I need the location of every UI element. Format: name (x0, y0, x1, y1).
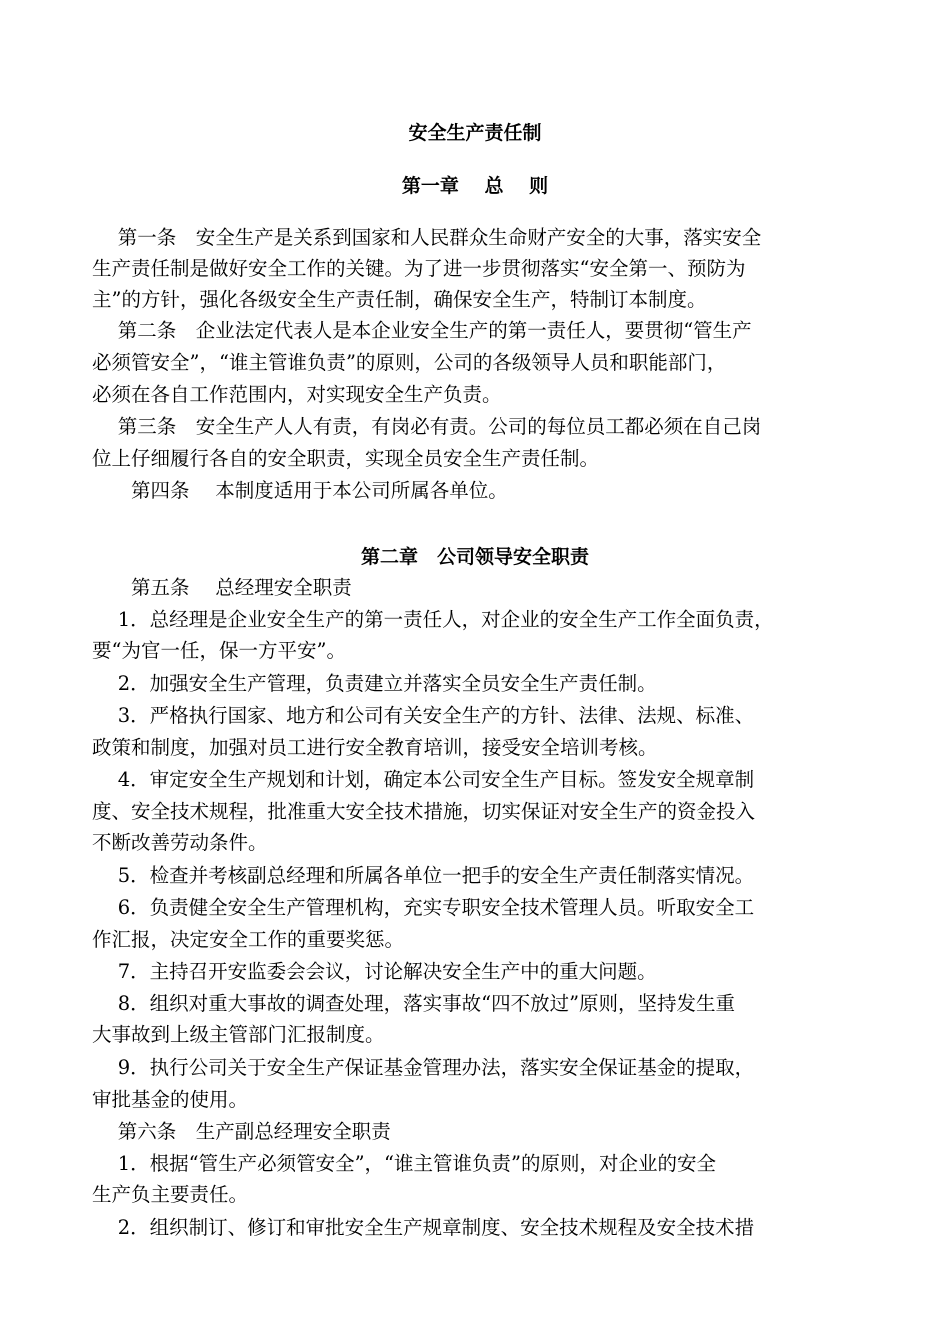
article-6-item-1-line-1: 1．根据“管生产必须管安全”，“谁主管谁负责”的原则，对企业的安全 (92, 1152, 716, 1175)
article-2-line-2: 必须管安全”，“谁主管谁负责”的原则，公司的各级领导人员和职能部门， (92, 351, 727, 374)
article-1-line-1: 第一条 安全生产是关系到国家和人民群众生命财产安全的大事，落实安全 (92, 226, 762, 249)
article-5-item-3-line-2: 政策和制度，加强对员工进行安全教育培训，接受安全培训考核。 (92, 736, 658, 759)
chapter-1-heading: 第一章 总 则 (401, 175, 549, 197)
article-5-item-1-line-2: 要“为官一任，保一方平安”。 (92, 639, 346, 662)
article-5-item-8-line-2: 大事故到上级主管部门汇报制度。 (92, 1023, 385, 1046)
article-5-item-5: 5．检查并考核副总经理和所属各单位一把手的安全生产责任制落实情况。 (92, 864, 755, 887)
article-3-line-1: 第三条 安全生产人人有责，有岗必有责。公司的每位员工都必须在自己岗 (92, 415, 762, 438)
article-5-item-6-line-1: 6．负责健全安全生产管理机构，充实专职安全技术管理人员。听取安全工 (92, 896, 755, 919)
article-2-line-1: 第二条 企业法定代表人是本企业安全生产的第一责任人，要贯彻“管生产 (92, 319, 752, 342)
article-5-heading: 第五条 总经理安全职责 (92, 576, 352, 599)
article-1-line-3: 主”的方针，强化各级安全生产责任制，确保安全生产，特制订本制度。 (92, 288, 707, 311)
article-2-line-3: 必须在各自工作范围内，对实现安全生产负责。 (92, 383, 502, 406)
article-5-item-7: 7．主持召开安监委会会议，讨论解决安全生产中的重大问题。 (92, 960, 657, 983)
article-5-item-9-line-1: 9．执行公司关于安全生产保证基金管理办法，落实安全保证基金的提取， (92, 1056, 755, 1079)
article-5-item-4-line-3: 不断改善劳动条件。 (92, 831, 268, 854)
article-5-item-6-line-2: 作汇报，决定安全工作的重要奖惩。 (92, 928, 405, 951)
article-3-line-2: 位上仔细履行各自的安全职责，实现全员安全生产责任制。 (92, 447, 600, 470)
article-5-item-4-line-2: 度、安全技术规程，批准重大安全技术措施，切实保证对安全生产的资金投入 (92, 800, 756, 823)
chapter-2-heading: 第二章 公司领导安全职责 (360, 546, 589, 568)
document-title: 安全生产责任制 (408, 122, 542, 144)
article-4-line: 第四条 本制度适用于本公司所属各单位。 (92, 479, 508, 502)
article-1-line-2: 生产责任制是做好安全工作的关键。为了进一步贯彻落实“安全第一、预防为 (92, 257, 746, 280)
article-5-item-3-line-1: 3．严格执行国家、地方和公司有关安全生产的方针、法律、法规、标准、 (92, 704, 755, 727)
article-6-heading: 第六条 生产副总经理安全职责 (92, 1120, 391, 1143)
article-6-item-1-line-2: 生产负主要责任。 (92, 1183, 249, 1206)
article-5-item-9-line-2: 审批基金的使用。 (92, 1088, 249, 1111)
article-6-item-2-line-1: 2．组织制订、修订和审批安全生产规章制度、安全技术规程及安全技术措 (92, 1216, 755, 1239)
article-5-item-1-line-1: 1．总经理是企业安全生产的第一责任人，对企业的安全生产工作全面负责， (92, 608, 774, 631)
article-5-item-4-line-1: 4．审定安全生产规划和计划，确定本公司安全生产目标。签发安全规章制 (92, 768, 755, 791)
article-5-item-2: 2．加强安全生产管理，负责建立并落实全员安全生产责任制。 (92, 672, 657, 695)
article-5-item-8-line-1: 8．组织对重大事故的调查处理，落实事故“四不放过”原则，坚持发生重 (92, 992, 736, 1015)
